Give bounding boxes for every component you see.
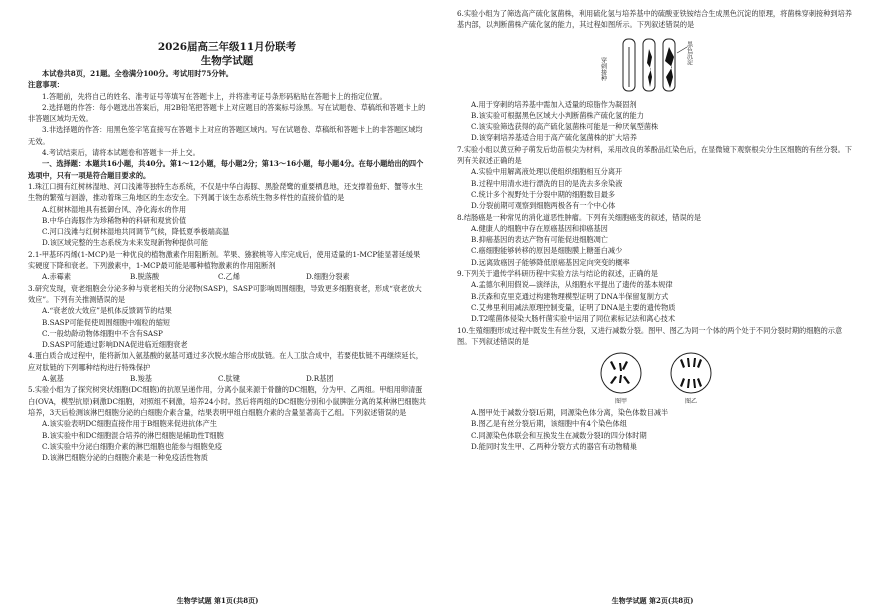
page-2 bbox=[435, 0, 870, 615]
question-4-option-d: D.R基团 bbox=[306, 374, 334, 384]
figure-label-precipitate: 黑色沉淀 bbox=[685, 40, 693, 65]
page-2-footer: 生物学试题 第2页(共8页) bbox=[611, 596, 694, 605]
cell-yi-membrane bbox=[671, 353, 711, 393]
test-tube-figure bbox=[457, 33, 855, 97]
question-5-option-d: D.该淋巴细胞分泌的白细胞介素是一种免疫活性物质 bbox=[42, 453, 208, 463]
question-8-option-d: D.远离致癌因子能够降低原癌基因定向突变的概率 bbox=[471, 257, 630, 267]
question-5-stem: 5.实验小组为了探究树突状细胞(DC细胞)的抗原呈递作用，分离小鼠来源于骨髓的DC细胞，分为甲、乙两组。甲组用卵清蛋白(OVA，模型抗原)刺激DC细胞，对照组不刺激，培养24小时。然后将两组的DC细胞分别和小鼠脾脏分离的某种淋巴细胞共培养，3天后检测该淋巴细胞分泌的白细胞介素含量，结果表明甲组白细胞介素的含量显著高于乙组。下列叙述错误的是 bbox=[28, 385, 426, 417]
question-3-option-b: B.SASP可能促使周围细胞中端粒的缩短 bbox=[42, 317, 171, 327]
question-2-option-d: D.细胞分裂素 bbox=[306, 272, 350, 282]
question-5-option-a: A.该实验表明DC细胞直接作用于B细胞来促进抗体产生 bbox=[42, 419, 217, 429]
question-7-option-b: B.过程中用清水进行漂洗的目的是洗去多余染液 bbox=[471, 178, 623, 188]
cell-jia-chromosomes bbox=[610, 361, 630, 384]
question-3-option-a: A.“衰老放大效应”是机体反馈调节的结果 bbox=[42, 306, 172, 316]
question-1-stem: 1.珠江口拥有红树林湿地、河口浅滩等独特生态系统，不仅是中华白海豚、黑脸琵鹭的重要栖息地，还支撑着鱼虾、蟹等水生生物的繁殖与洄游，推动着珠三角地区的生态安全。下列属于该生态系统生物多样性的直接价值的是 bbox=[28, 181, 423, 203]
question-3-stem: 3.研究发现，衰老细胞会分泌多种与衰老相关的分泌物(SASP)，SASP可影响周围细胞，导致更多细胞衰老，形成“衰老放大效应”。下列有关推测错误的是 bbox=[28, 283, 422, 304]
question-4-options bbox=[28, 373, 426, 384]
figure-label-stab: 穿刺接种 bbox=[599, 56, 607, 81]
figure-label-jia: 图甲 bbox=[614, 398, 628, 406]
page-1-footer: 生物学试题 第1页(共8页) bbox=[176, 596, 259, 605]
question-7-option-a: A.实验中用解离液处理以使组织细胞相互分离开 bbox=[471, 167, 623, 177]
question-5-option-c: C.该实验中分泌白细胞介素的淋巴细胞也能参与细胞免疫 bbox=[42, 441, 223, 451]
notice-heading: 注意事项： bbox=[28, 80, 64, 90]
subject-title: 生物学试题 bbox=[200, 55, 254, 67]
exam-title: 2026届高三年级11月份联考 bbox=[157, 41, 297, 53]
question-7-stem: 7.实验小组以黄豆种子萌发后幼苗根尖为材料，采用改良的苯酚品红染色后，在显微镜下观察根尖分生区细胞的有丝分裂。下列有关叙述正确的是 bbox=[457, 144, 852, 166]
question-10-option-c: C.同源染色体联会和互换发生在减数分裂Ⅰ的四分体时期 bbox=[471, 430, 647, 440]
black-precipitate-3 bbox=[665, 47, 674, 88]
question-6-option-a: A.用于穿刺的培养基中需加入适量的琼脂作为凝固剂 bbox=[471, 99, 637, 109]
question-2-option-b: B.脱落酸 bbox=[130, 272, 160, 282]
question-5-option-b: B.该实验中和DC细胞混合培养的淋巴细胞是辅助性T细胞 bbox=[42, 430, 224, 440]
page-2-content bbox=[457, 8, 855, 452]
cell-jia-membrane bbox=[601, 353, 641, 393]
question-4-option-a: A.氨基 bbox=[42, 374, 64, 384]
question-2-option-c: C.乙烯 bbox=[218, 272, 240, 282]
question-9-option-a: A.孟德尔利用假说—演绎法，从细胞水平提出了遗传的基本规律 bbox=[471, 280, 673, 290]
question-10-option-a: A.图甲处于减数分裂Ⅰ后期，同源染色体分离，染色体数目减半 bbox=[471, 408, 669, 418]
question-7-option-c: C.统计多个视野处于分裂中期的细胞数目最多 bbox=[471, 189, 616, 199]
question-9-stem: 9.下列关于遗传学科研历程中实验方法与结论的叙述，正确的是 bbox=[457, 269, 658, 279]
question-4-stem: 4.蛋白质合成过程中，能将新加入氨基酸的氨基可通过多次脱水缩合形成肽链。在人工肽合成中，若要使肽链不再继续延长，应对肽链的下列哪种结构进行特殊保护 bbox=[28, 351, 423, 372]
question-2-option-a: A.赤霉素 bbox=[42, 272, 72, 282]
notice-4: 4.考试结束后，请将本试题卷和答题卡一并上交。 bbox=[42, 148, 200, 158]
notice-3: 3.非选择题的作答：用黑色签字笔直接写在答题卡上对应的答题区域内。写在试题卷、草稿纸和答题卡上的非答题区域均无效。 bbox=[28, 125, 423, 146]
question-7-option-d: D.分裂前期可观察到细胞两极各有一个中心体 bbox=[471, 201, 616, 211]
question-1-option-b: B.中华白海豚作为珍稀物种的科研和观赏价值 bbox=[42, 215, 187, 225]
exam-info: 本试卷共8页，21题。全卷满分100分。考试用时75分钟。 bbox=[42, 69, 233, 78]
section-intro: 一、选择题：本题共16小题，共40分。第1～12小题，每小题2分；第13～16小题，每小题4分。在每小题给出的四个选项中，只有一项是符合题目要求的。 bbox=[28, 159, 424, 180]
question-6-option-b: B.该实验可根据黑色区域大小判断菌株产硫化氢的能力 bbox=[471, 110, 644, 120]
page-1-content bbox=[28, 8, 426, 463]
question-10-option-d: D.能同时发生甲、乙两种分裂方式的器官有动物精巢 bbox=[471, 442, 637, 452]
notice-1: 1.答题前，先将自己的姓名、准考证号等填写在答题卡上，并将准考证号条形码粘贴在答题卡上的指定位置。 bbox=[42, 91, 387, 101]
question-1-option-c: C.河口浅滩与红树林湿地共同调节气候，降低夏季极端高温 bbox=[42, 227, 230, 237]
question-3-option-d: D.SASP可能通过影响DNA促进临近细胞衰老 bbox=[42, 340, 188, 350]
notice-2: 2.选择题的作答：每小题选出答案后，用2B铅笔把答题卡上对应题目的答案标号涂黑。写在试题卷、草稿纸和答题卡上的非答题区域均无效。 bbox=[28, 102, 426, 124]
black-precipitate-2 bbox=[647, 49, 652, 87]
question-8-option-a: A.健康人的细胞中存在原癌基因和抑癌基因 bbox=[471, 223, 608, 233]
question-8-option-c: C.癌细胞能够转移的原因是细胞膜上糖蛋白减少 bbox=[471, 246, 623, 256]
question-9-option-c: C.艾弗里利用减法原理控制变量，证明了DNA是主要的遗传物质 bbox=[471, 302, 676, 312]
question-8-option-b: B.抑癌基因的表达产物有可能促进细胞凋亡 bbox=[471, 235, 608, 245]
cell-yi-chromosomes bbox=[680, 358, 702, 388]
question-9-option-b: B.沃森和克里克通过构建物理模型证明了DNA半保留复制方式 bbox=[471, 291, 669, 301]
question-3-option-c: C.一般幼龄动物体细胞中不含有SASP bbox=[42, 328, 163, 338]
question-10-option-b: B.图乙是有丝分裂后期，该细胞中有4个染色体组 bbox=[471, 419, 627, 429]
cell-division-diagram bbox=[586, 349, 726, 405]
question-4-option-b: B.羧基 bbox=[130, 374, 152, 384]
test-tube-diagram bbox=[601, 33, 711, 97]
question-1-option-d: D.该区域完整的生态系统为未来发现新物种提供可能 bbox=[42, 238, 208, 248]
cell-division-figure bbox=[457, 349, 855, 405]
question-2-options bbox=[28, 271, 426, 282]
figure-label-yi: 图乙 bbox=[684, 398, 698, 406]
question-6-option-d: D.该穿刺培养基适合用于高产硫化氢菌株的扩大培养 bbox=[471, 133, 637, 143]
question-9-option-d: D.T2噬菌体侵染大肠杆菌实验中运用了同位素标记法和离心技术 bbox=[471, 314, 676, 324]
question-10-stem: 10.生殖细胞形成过程中既发生有丝分裂，又进行减数分裂。图甲、图乙为同一个体的两个处于不同分裂时期的细胞的示意图。下列叙述错误的是 bbox=[457, 325, 843, 346]
question-6-stem: 6.实验小组为了筛选高产硫化氢菌株，利用硫化氢与培养基中的硫酸亚铁铵结合生成黑色沉淀的原理，将菌株穿刺接种到培养基内部，以判断菌株产硫化氢的能力，其过程如图所示。下列叙述错误的是 bbox=[457, 9, 852, 30]
question-6-option-c: C.该实验筛选获得的高产硫化氢菌株可能是一种厌氧型菌株 bbox=[471, 122, 659, 132]
question-8-stem: 8.结肠癌是一种常见的消化道恶性肿瘤。下列有关细胞癌变的叙述，错误的是 bbox=[457, 212, 702, 222]
question-2-stem: 2.1-甲基环丙烯(1-MCP)是一种优良的植物激素作用阻断剂。苹果、猕猴桃等入库完成后，使用适量的1-MCP能显著延缓果实硬度下降和衰老。下列激素中，1-MCP最可能是哪种植物激素的作用阻断剂 bbox=[28, 249, 421, 271]
question-1-option-a: A.红树林湿地具有抵御台风、净化海水的作用 bbox=[42, 204, 187, 214]
question-4-option-c: C.肽键 bbox=[218, 374, 240, 384]
